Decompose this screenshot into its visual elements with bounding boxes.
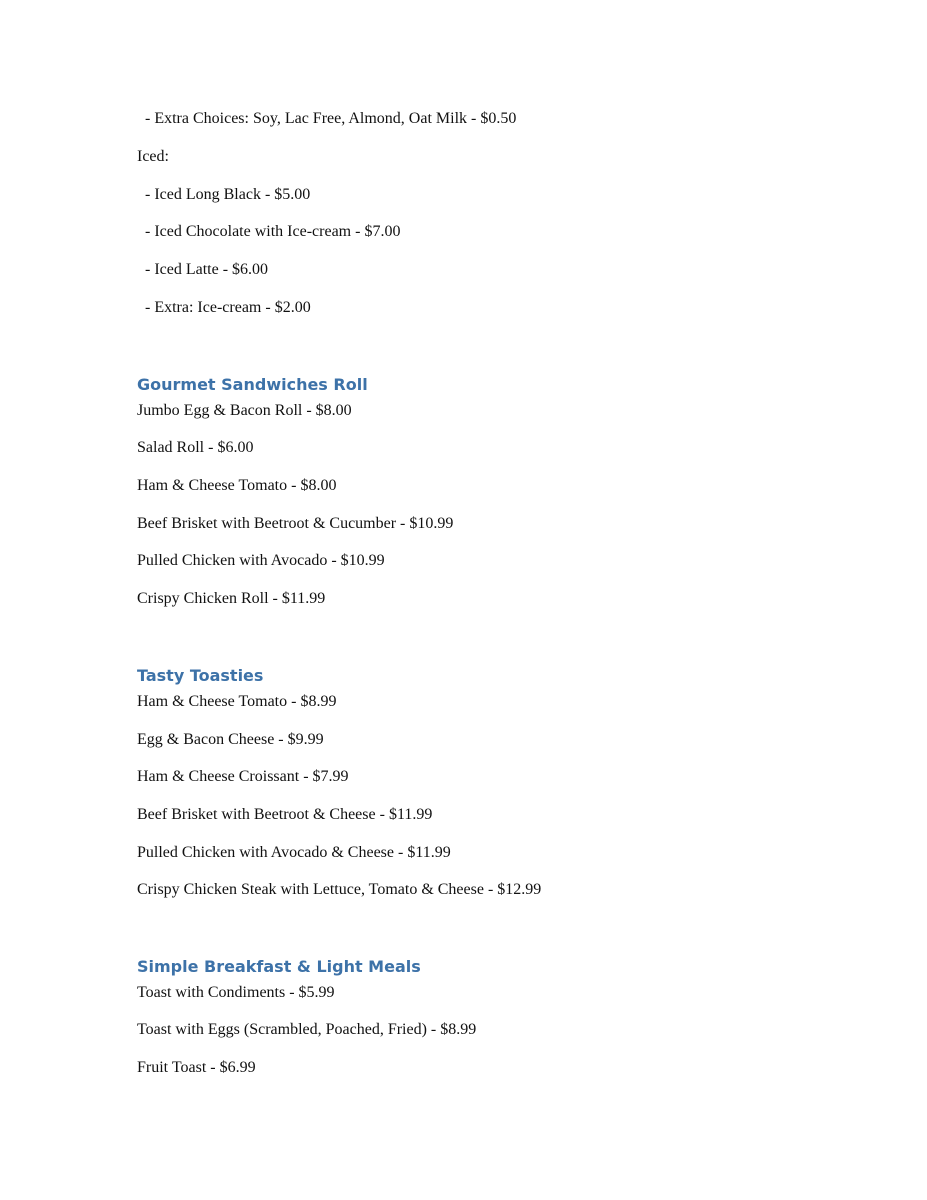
menu-item: Toast with Eggs (Scrambled, Poached, Fried) - $8.99 bbox=[137, 1021, 477, 1038]
menu-item: - Iced Latte - $6.00 bbox=[137, 261, 269, 278]
menu-item: Beef Brisket with Beetroot & Cheese - $11.99 bbox=[137, 806, 433, 823]
menu-item: Ham & Cheese Croissant - $7.99 bbox=[137, 768, 349, 785]
menu-item: Crispy Chicken Steak with Lettuce, Tomato & Cheese - $12.99 bbox=[137, 881, 542, 898]
menu-item: Fruit Toast - $6.99 bbox=[137, 1059, 256, 1076]
menu-item: Pulled Chicken with Avocado & Cheese - $11.99 bbox=[137, 844, 451, 861]
menu-item: Crispy Chicken Roll - $11.99 bbox=[137, 590, 326, 607]
extra-choices-line: - Extra Choices: Soy, Lac Free, Almond, Oat Milk - $0.50 bbox=[137, 110, 517, 127]
menu-item: Ham & Cheese Tomato - $8.00 bbox=[137, 477, 337, 494]
menu-item: Salad Roll - $6.00 bbox=[137, 439, 254, 456]
menu-item: - Iced Chocolate with Ice-cream - $7.00 bbox=[137, 223, 401, 240]
section-heading-breakfast: Simple Breakfast & Light Meals bbox=[137, 957, 421, 976]
section-heading-toasties: Tasty Toasties bbox=[137, 666, 264, 685]
menu-item: Toast with Condiments - $5.99 bbox=[137, 984, 335, 1001]
menu-item: Beef Brisket with Beetroot & Cucumber - $10.99 bbox=[137, 515, 454, 532]
menu-item: - Extra: Ice-cream - $2.00 bbox=[137, 299, 311, 316]
menu-item: Ham & Cheese Tomato - $8.99 bbox=[137, 693, 337, 710]
iced-label: Iced: bbox=[137, 148, 169, 165]
menu-item: Jumbo Egg & Bacon Roll - $8.00 bbox=[137, 402, 352, 419]
section-heading-sandwiches: Gourmet Sandwiches Roll bbox=[137, 375, 368, 394]
menu-item: Pulled Chicken with Avocado - $10.99 bbox=[137, 552, 385, 569]
menu-item: - Iced Long Black - $5.00 bbox=[137, 186, 311, 203]
menu-item: Egg & Bacon Cheese - $9.99 bbox=[137, 731, 324, 748]
